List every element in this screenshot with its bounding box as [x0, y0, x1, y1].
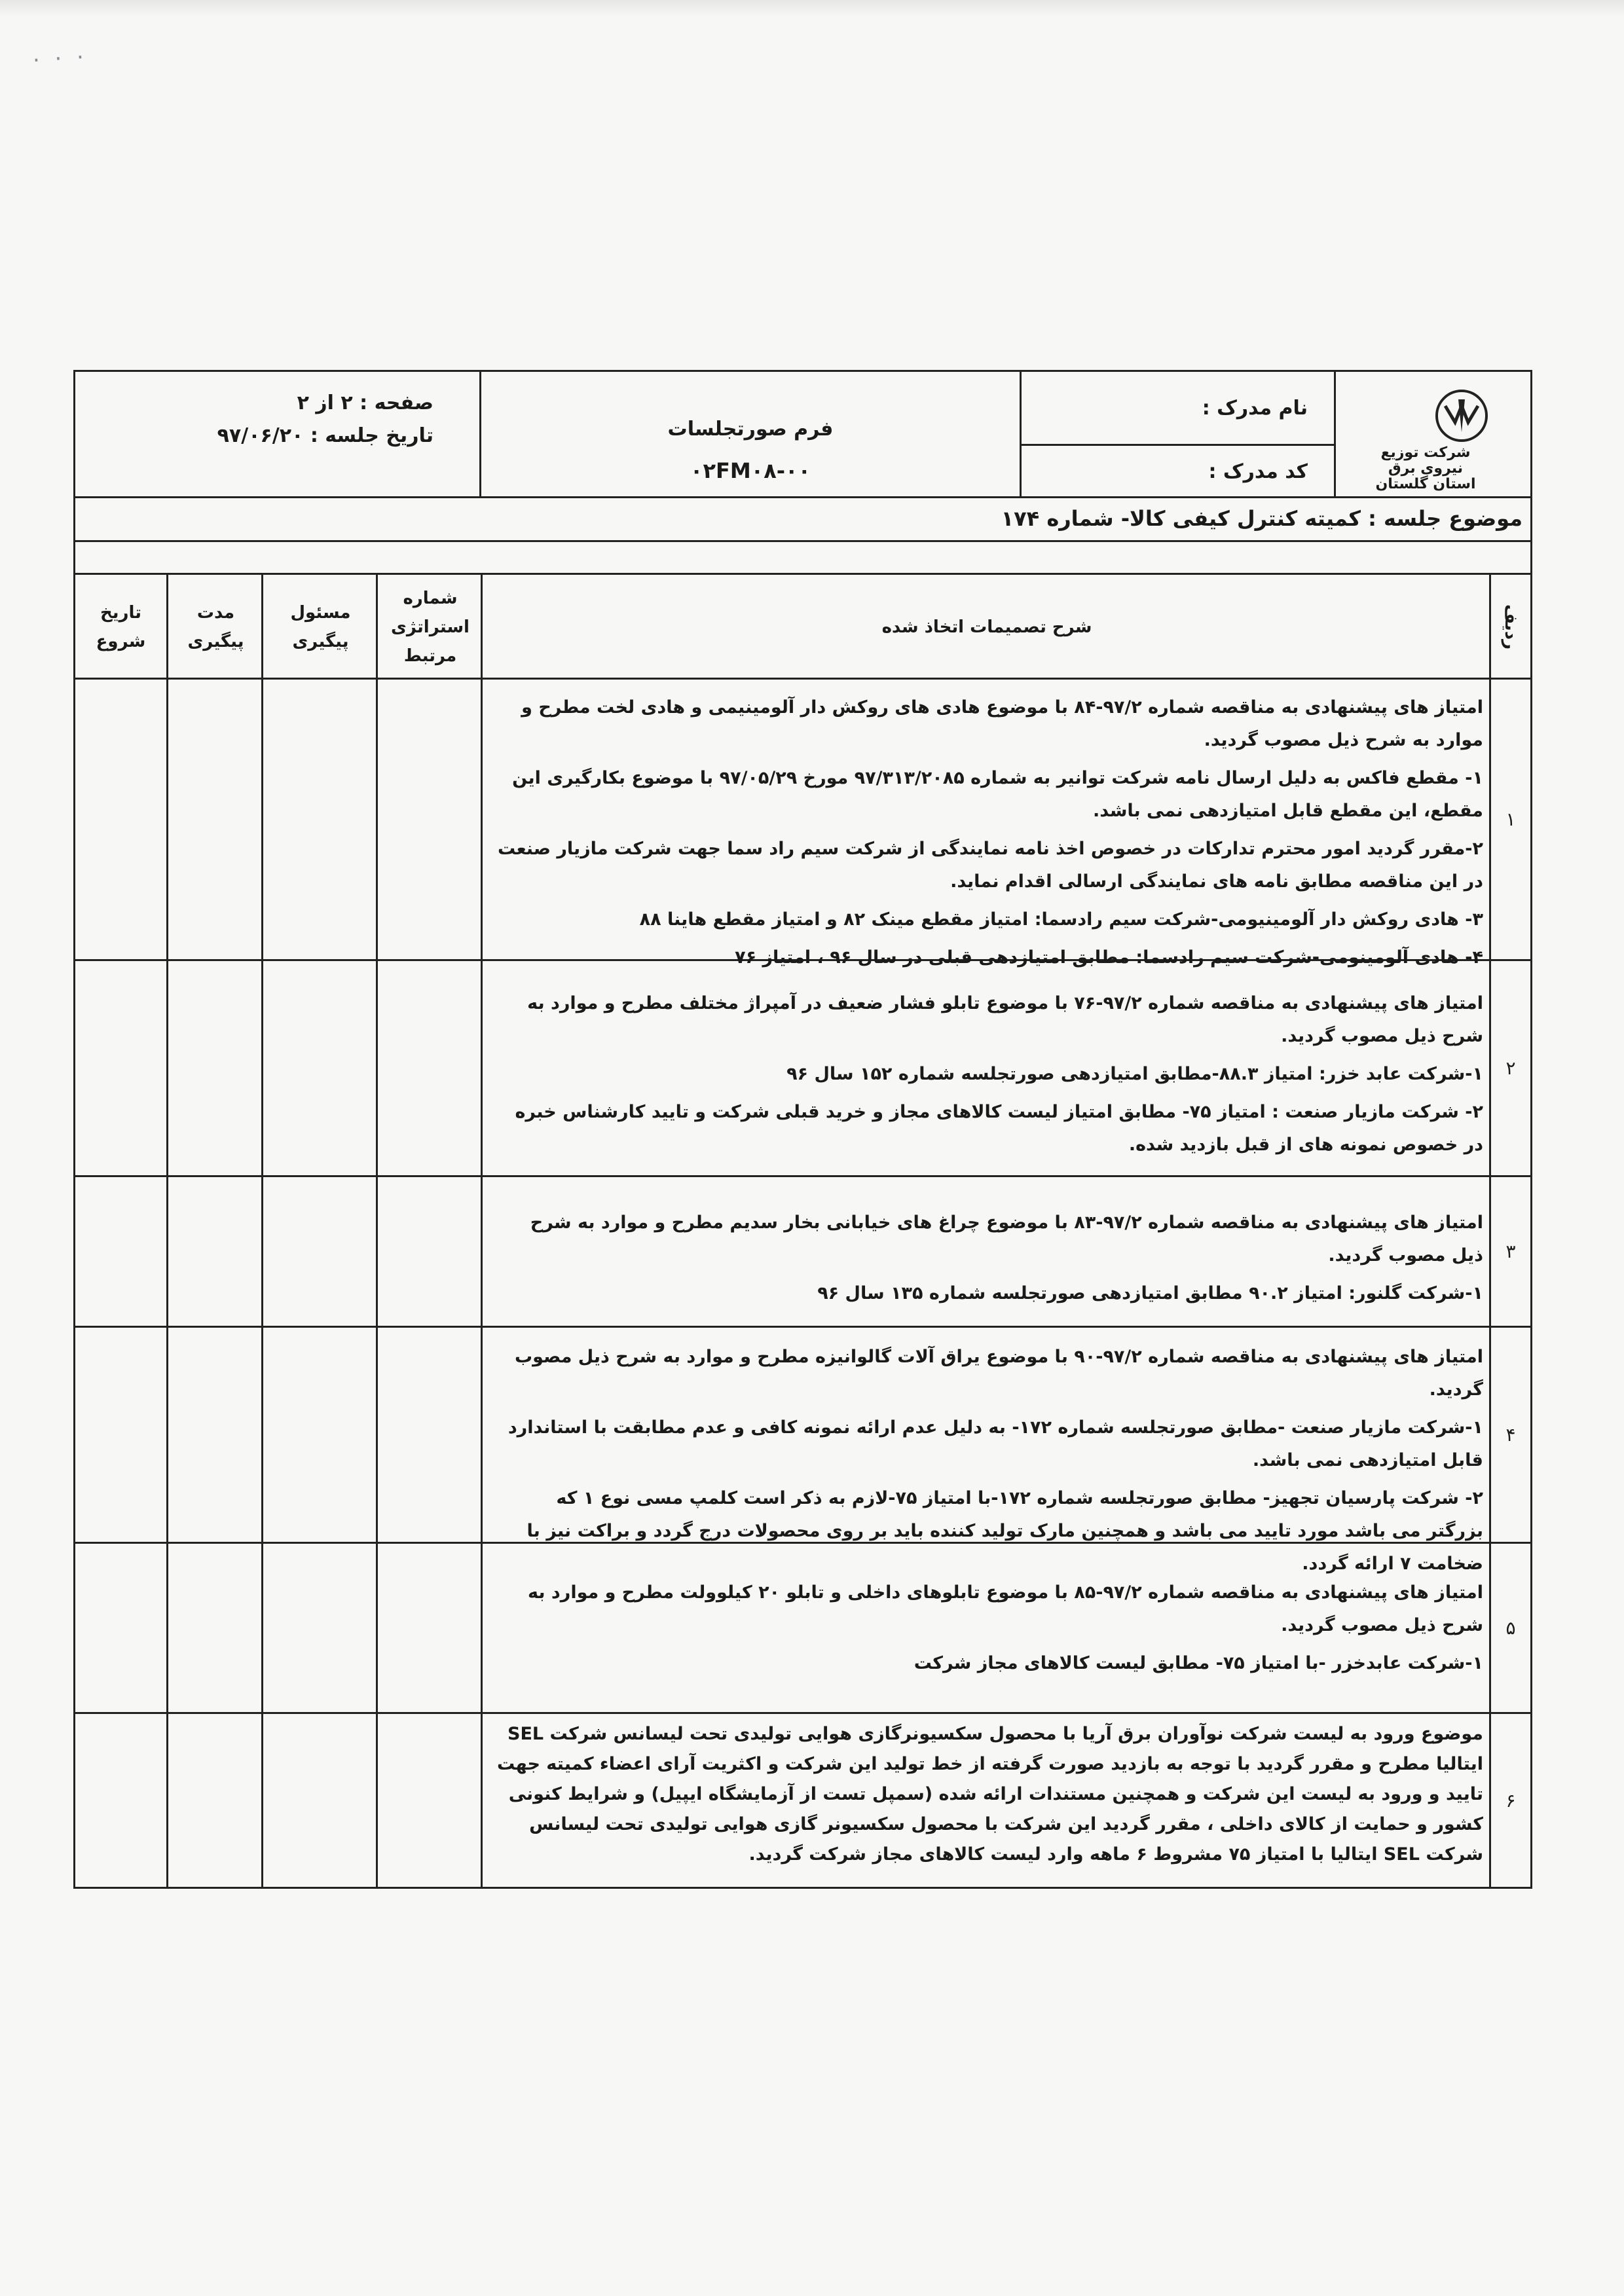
decision-line: ۲- شرکت مازیار صنعت : امتیاز ۷۵- مطابق امتیاز لیست کالاهای مجاز و خرید قبلی شرکت و تایید کارشناس خبره در خصوص نمونه های از قبل بازدید شده. [515, 1102, 1483, 1155]
table-row [75, 1714, 1530, 1889]
row-decision-text [494, 691, 1483, 974]
col-header-radif: ردیف [1501, 604, 1521, 650]
decision-line: ۲- شرکت پارسیان تجهیز- مطابق صورتجلسه شماره ۱۷۲-با امتیاز ۷۵-لازم به ذکر است کلمپ مسی نوع ۱ که بزرگتر می باشد مورد تایید می باشد و همچنین مارک تولید کننده باید بر روی محصولات درج گردد و براکت نیز با ضخامت ۷ ارائه گردد. [526, 1488, 1483, 1574]
row-number: ۴ [1505, 1424, 1516, 1446]
decision-line: ۱-شرکت عابد خزر: امتیاز ۸۸.۳-مطابق امتیازدهی صورتجلسه شماره ۱۵۲ سال ۹۶ [786, 1064, 1483, 1084]
decision-line: امتیاز های پیشنهادی به مناقصه شماره ۹۷/۲-۸۴ با موضوع هادی های روکش دار آلومینیمی و هادی لخت مطرح و موارد به شرح ذیل مصوب گردید. [521, 697, 1483, 750]
document-info-cell [1020, 372, 1334, 496]
decisions-table [75, 575, 1530, 1889]
col-header-decisions: شرح تصمیمات اتخاذ شده [881, 617, 1092, 637]
decision-line: ۱-شرکت عابدخزر -با امتیاز ۷۵- مطابق لیست کالاهای مجاز شرکت [913, 1653, 1483, 1673]
decision-line: ۴- هادی آلومینومی-شرکت سیم رادسما: مطابق امتیازدهی قبلی در سال ۹۶ ، امتیاز ۷۶ [735, 947, 1483, 968]
row-decision-text [494, 1207, 1483, 1310]
decision-line: ۲-مقرر گردید امور محترم تدارکات در خصوص اخذ نامه نمایندگی از شرکت سیم راد سما جهت شرکت مازیار صنعت در این مناقصه مطابق نامه های نمایندگی ارسالی اقدام نماید. [497, 839, 1483, 892]
col-header-duration: مدت پیگیری [187, 603, 244, 651]
decision-line: امتیاز های پیشنهادی به مناقصه شماره ۹۷/۲-۹۰ با موضوع یراق آلات گالوانیزه مطرح و موارد به شرح ذیل مصوب گردید. [515, 1347, 1483, 1400]
table-row [75, 1328, 1530, 1574]
decision-line: ۳- هادی روکش دار آلومینیومی-شرکت سیم رادسما: امتیاز مقطع مینک ۸۲ و امتیاز مقطع هاینا ۸۸ [639, 909, 1483, 930]
row-number: ۲ [1505, 1057, 1516, 1079]
form-header [75, 372, 1530, 498]
doc-code-row [1022, 444, 1334, 496]
company-name-line2: استان گلستان [1375, 476, 1476, 492]
doc-name-label: نام مدرک : [1202, 397, 1308, 420]
row-number: ۱ [1505, 809, 1516, 830]
form-title: فرم صورتجلسات [667, 418, 834, 441]
page-number: صفحه : ۲ از ۲ [297, 392, 434, 414]
doc-name-row [1022, 372, 1334, 446]
row-number: ۵ [1505, 1617, 1516, 1639]
doc-code-label: کد مدرک : [1208, 460, 1308, 483]
row-decision-text [494, 1576, 1483, 1680]
col-header-start-date: تاریخ شروع [96, 603, 146, 651]
decision-line: ۱-شرکت گلنور: امتیاز ۹۰.۲ مطابق امتیازدهی صورتجلسه شماره ۱۳۵ سال ۹۶ [817, 1283, 1483, 1303]
session-subject-row [75, 496, 1530, 542]
company-name-line1: شرکت توزیع نیروی برق [1380, 445, 1471, 477]
table-row [75, 1544, 1530, 1714]
minutes-form [73, 370, 1532, 1889]
company-logo-icon [1426, 386, 1498, 445]
row-decision-text [494, 1719, 1483, 1870]
row-number: ۳ [1505, 1241, 1516, 1262]
form-code: ۰۲FM۰۸-۰۰ [690, 458, 811, 483]
page-info-cell [73, 372, 479, 496]
decision-line: ۱-شرکت مازیار صنعت -مطابق صورتجلسه شماره ۱۷۲- به دلیل عدم ارائه نمونه کافی و عدم مطابقت با استاندارد قابل امتیازدهی نمی باشد. [507, 1417, 1483, 1470]
col-header-strategy: شماره استراتژی مرتبط [391, 589, 470, 666]
table-row [75, 680, 1530, 968]
company-name [1360, 445, 1491, 492]
session-subject: موضوع جلسه : کمیته کنترل کیفی کالا- شماره ۱۷۴ [1001, 506, 1522, 531]
session-date: تاریخ جلسه : ۹۷/۰۶/۲۰ [217, 424, 434, 447]
decision-line: امتیاز های پیشنهادی به مناقصه شماره ۹۷/۲-۸۵ با موضوع تابلوهای داخلی و تابلو ۲۰ کیلوولت مطرح و موارد به شرح ذیل مصوب گردید. [528, 1582, 1483, 1635]
decision-line: امتیاز های پیشنهادی به مناقصه شماره ۹۷/۲-۸۳ با موضوع چراغ های خیابانی بخار سدیم مطرح و موارد به شرح ذیل مصوب گردید. [530, 1212, 1483, 1266]
scan-top-edge [0, 0, 1624, 17]
col-header-responsible: مسئول پیگیری [290, 603, 351, 651]
decision-line: ۱- مقطع فاکس به دلیل ارسال نامه شرکت توانیر به شماره ۹۷/۳۱۳/۲۰۸۵ مورخ ۹۷/۰۵/۲۹ با موضوع بکارگیری این مقطع، این مقطع قابل امتیازدهی نمی باشد. [512, 768, 1483, 821]
table-row [75, 961, 1530, 1177]
table-row [75, 1177, 1530, 1328]
company-logo-cell [1334, 372, 1530, 496]
table-header [75, 575, 1530, 680]
form-title-cell [479, 372, 1020, 496]
decision-line: امتیاز های پیشنهادی به مناقصه شماره ۹۷/۲-۷۶ با موضوع تابلو فشار ضعیف در آمپراژ مختلف مطرح و موارد به شرح ذیل مصوب گردید. [527, 993, 1483, 1046]
blank-row [75, 542, 1530, 575]
decision-line: موضوع ورود به لیست شرکت نوآوران برق آریا با محصول سکسیونرگازی هوایی تولیدی تحت لیسانس شرکت SEL ایتالیا مطرح و مقرر گردید با توجه به بازدید صورت گرفته از خط تولید این شرکت و اکثریت آرای اعضاء کمیته جهت تایید و ورود به لیست این شرکت و همچنین مستندات ارائه شده (سمپل تست از آزمایشگاه ایپیل) و شرایط کنونی کشور و حمایت از کالای داخلی ، مقرر گردید این شرکت با محصول سکسیونر گازی هوایی تولیدی تحت لیسانس شرکت SEL ایتالیا با امتیاز ۷۵ مشروط ۶ ماهه وارد لیست کالاهای مجاز شرکت گردید. [497, 1724, 1483, 1865]
row-number: ۶ [1505, 1789, 1516, 1812]
scan-smudge: · · · [31, 44, 89, 74]
row-decision-text [494, 987, 1483, 1161]
